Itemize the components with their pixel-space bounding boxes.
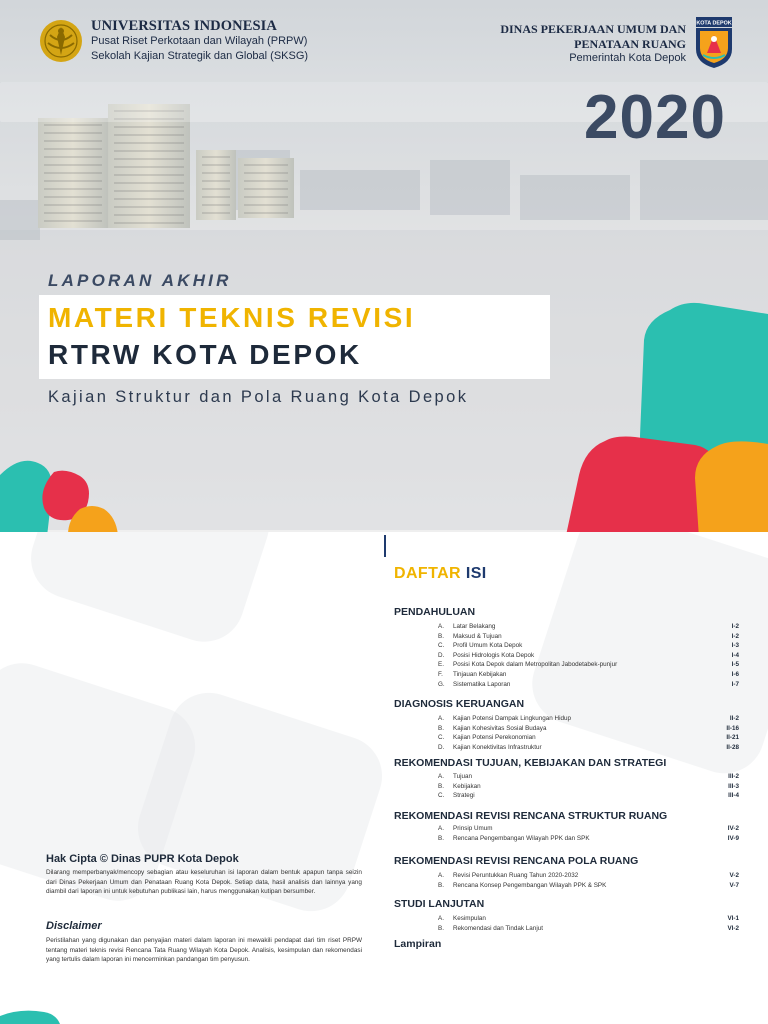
- toc-item: [394, 642, 739, 652]
- toc-section-title: Lampiran: [394, 938, 442, 950]
- disclaimer-text: Peristilahan yang digunakan dan penyajian materi dalam laporan ini mewakili pendapat dari tim riset PRPW tentang materi teknis revisi Rencana Tata Ruang Wilayah Kota Depok. Analisis, kesimpulan dan rekomendasi yang tertulis dalam laporan ini mencerminkan pandangan tim penyusun.: [46, 937, 362, 963]
- toc-item-text: Profil Umum Kota Depok: [453, 642, 523, 650]
- toc-item-letter: A.: [438, 715, 444, 722]
- toc-section-title: DIAGNOSIS KERUANGAN: [394, 698, 525, 710]
- report-title-line-2: RTRW KOTA DEPOK: [48, 339, 362, 370]
- toc-item-page: I-6: [731, 671, 739, 678]
- toc-item-text: Rekomendasi dan Tindak Lanjut: [453, 924, 543, 932]
- universitas-indonesia-logo-icon: [38, 17, 84, 65]
- copyright-title: Hak Cipta © Dinas PUPR Kota Depok: [46, 853, 239, 865]
- toc-item: [394, 725, 739, 735]
- toc-item: [394, 773, 739, 783]
- toc-item-letter: G.: [438, 680, 445, 688]
- toc-item-letter: A.: [438, 773, 444, 780]
- copyright-text: Dilarang memperbanyak/mencopy sebagian atau keseluruhan isi laporan dalam bentuk apapun tanpa seizin dari Dinas Pekerjaan Umum dan Penataan Ruang Kota Depok. Setiap data, hasil analisis dan lainnya yang diambil dari laporan ini untuk kebutuhan publikasi lain, harus menggunakan kutipan bersumber.: [46, 869, 362, 895]
- toc-item-page: II-28: [726, 743, 739, 751]
- report-type: LAPORAN AKHIR: [48, 271, 232, 290]
- toc-item-page: III-3: [728, 782, 739, 790]
- toc-item-letter: B.: [438, 881, 444, 889]
- toc-item-letter: A.: [438, 623, 444, 630]
- toc-item-text: Posisi Hidrologis Kota Depok: [453, 651, 535, 659]
- report-subtitle: Kajian Struktur dan Pola Ruang Kota Depok: [48, 388, 469, 406]
- toc-item-letter: B.: [438, 924, 444, 932]
- toc-item-page: III-4: [728, 792, 739, 800]
- toc-item-text: Sistematika Laporan: [453, 680, 511, 688]
- orange-left-decorative-shape: [64, 505, 118, 535]
- toc-item-letter: B.: [438, 724, 444, 732]
- toc-item-letter: D.: [438, 743, 445, 751]
- toc-item-text: Revisi Peruntukkan Ruang Tahun 2020-2032: [453, 872, 579, 879]
- toc-item: [394, 681, 739, 691]
- toc-item-letter: E.: [438, 661, 444, 669]
- toc-item-text: Latar Belakang: [453, 623, 496, 630]
- toc-item-page: V-7: [729, 881, 739, 889]
- toc-item-page: IV-9: [727, 834, 739, 842]
- toc-item-letter: B.: [438, 782, 444, 790]
- toc-section-title: REKOMENDASI REVISI RENCANA POLA RUANG: [394, 855, 639, 867]
- toc-item: [394, 915, 739, 925]
- toc-item-page: II-21: [726, 734, 739, 742]
- toc-item-letter: C.: [438, 734, 445, 742]
- toc-item-text: Rencana Konsep Pengembangan Wilayah PPK & SPK: [453, 881, 607, 889]
- toc-section-title: STUDI LANJUTAN: [394, 898, 485, 910]
- toc-item-page: I-2: [731, 623, 739, 630]
- school-name: Sekolah Kajian Strategik dan Global (SKSG): [91, 50, 309, 62]
- toc-item: [394, 661, 739, 671]
- toc-item: [394, 872, 739, 882]
- kota-depok-logo-icon: [693, 17, 735, 69]
- orange-decorative-shape: [693, 438, 768, 538]
- toc-item-text: Maksud & Tujuan: [453, 632, 502, 640]
- toc-item-text: Kajian Konektivitas Infrastruktur: [453, 743, 542, 751]
- toc-item-text: Tinjauan Kebijakan: [453, 671, 507, 678]
- toc-item-page: V-2: [729, 872, 739, 879]
- report-year: 2020: [584, 83, 726, 152]
- toc-item-page: I-5: [731, 661, 739, 669]
- disclaimer-title: Disclaimer: [46, 920, 102, 932]
- toc-section-title: REKOMENDASI TUJUAN, KEBIJAKAN DAN STRATEGI: [394, 757, 667, 769]
- toc-item-text: Tujuan: [453, 773, 473, 780]
- toc-item-page: VI-2: [727, 924, 739, 932]
- toc-item-text: Kesimpulan: [453, 915, 486, 922]
- dinas-name-line-2: PENATAAN RUANG: [574, 37, 686, 51]
- toc-item-letter: C.: [438, 642, 445, 650]
- toc-item-text: Kebijakan: [453, 782, 481, 790]
- toc-item: [394, 715, 739, 725]
- pemerintah-name: Pemerintah Kota Depok: [569, 52, 686, 64]
- toc-item-text: Prinsip Umum: [453, 825, 493, 832]
- toc-section-title: REKOMENDASI REVISI RENCANA STRUKTUR RUANG: [394, 810, 668, 822]
- toc-item-letter: B.: [438, 632, 444, 640]
- kota-depok-logo-label: KOTA DEPOK: [696, 20, 732, 27]
- toc-item: [394, 835, 739, 845]
- toc-item-letter: A.: [438, 825, 444, 832]
- teal-bottom-decorative-shape: [0, 1006, 60, 1024]
- toc-item-letter: A.: [438, 915, 444, 922]
- section-divider: [384, 535, 386, 557]
- toc-item-text: Posisi Kota Depok dalam Metropolitan Jabodetabek-punjur: [453, 661, 618, 669]
- toc-item-letter: B.: [438, 834, 444, 842]
- toc-heading-word-2: ISI: [465, 565, 487, 582]
- toc-heading-word-1: DAFTAR: [394, 565, 461, 582]
- toc-item: [394, 671, 739, 681]
- toc-item-page: I-4: [731, 651, 739, 659]
- toc-item: [394, 633, 739, 643]
- toc-item-letter: A.: [438, 872, 444, 879]
- toc-item: [394, 623, 739, 633]
- toc-heading: [394, 565, 487, 583]
- toc-item: [394, 792, 739, 802]
- toc-item-letter: F.: [438, 671, 443, 678]
- toc-item-text: Kajian Kohesivitas Sosial Budaya: [453, 724, 547, 732]
- toc-item-page: II-16: [726, 724, 739, 732]
- toc-item-text: Kajian Potensi Perekonomian: [453, 734, 536, 742]
- toc-item: [394, 652, 739, 662]
- toc-item-letter: D.: [438, 651, 445, 659]
- research-center-name: Pusat Riset Perkotaan dan Wilayah (PRPW): [91, 35, 308, 47]
- toc-item-page: II-2: [729, 715, 739, 722]
- toc-item-text: Kajian Potensi Dampak Lingkungan Hidup: [453, 715, 571, 722]
- toc-item-page: IV-2: [727, 825, 739, 832]
- toc-item: [394, 882, 739, 892]
- dinas-name-line-1: DINAS PEKERJAAN UMUM DAN: [500, 22, 686, 36]
- toc-item: [394, 734, 739, 744]
- toc-item-page: VI-1: [727, 915, 739, 922]
- toc-item-page: I-2: [731, 632, 739, 640]
- toc-item: [394, 925, 739, 935]
- toc-item-page: I-3: [731, 642, 739, 650]
- toc-item-text: Rencana Pengembangan Wilayah PPK dan SPK: [453, 834, 590, 842]
- toc-item: [394, 825, 739, 835]
- toc-section-title: PENDAHULUAN: [394, 606, 476, 618]
- toc-item-text: Strategi: [453, 792, 475, 800]
- toc-item: [394, 783, 739, 793]
- university-name: UNIVERSITAS INDONESIA: [91, 18, 277, 34]
- toc-item-letter: C.: [438, 792, 445, 800]
- toc-item: [394, 744, 739, 754]
- report-title-line-1: MATERI TEKNIS REVISI: [48, 302, 416, 333]
- toc-item-page: I-7: [731, 680, 739, 688]
- toc-item-page: III-2: [728, 773, 739, 780]
